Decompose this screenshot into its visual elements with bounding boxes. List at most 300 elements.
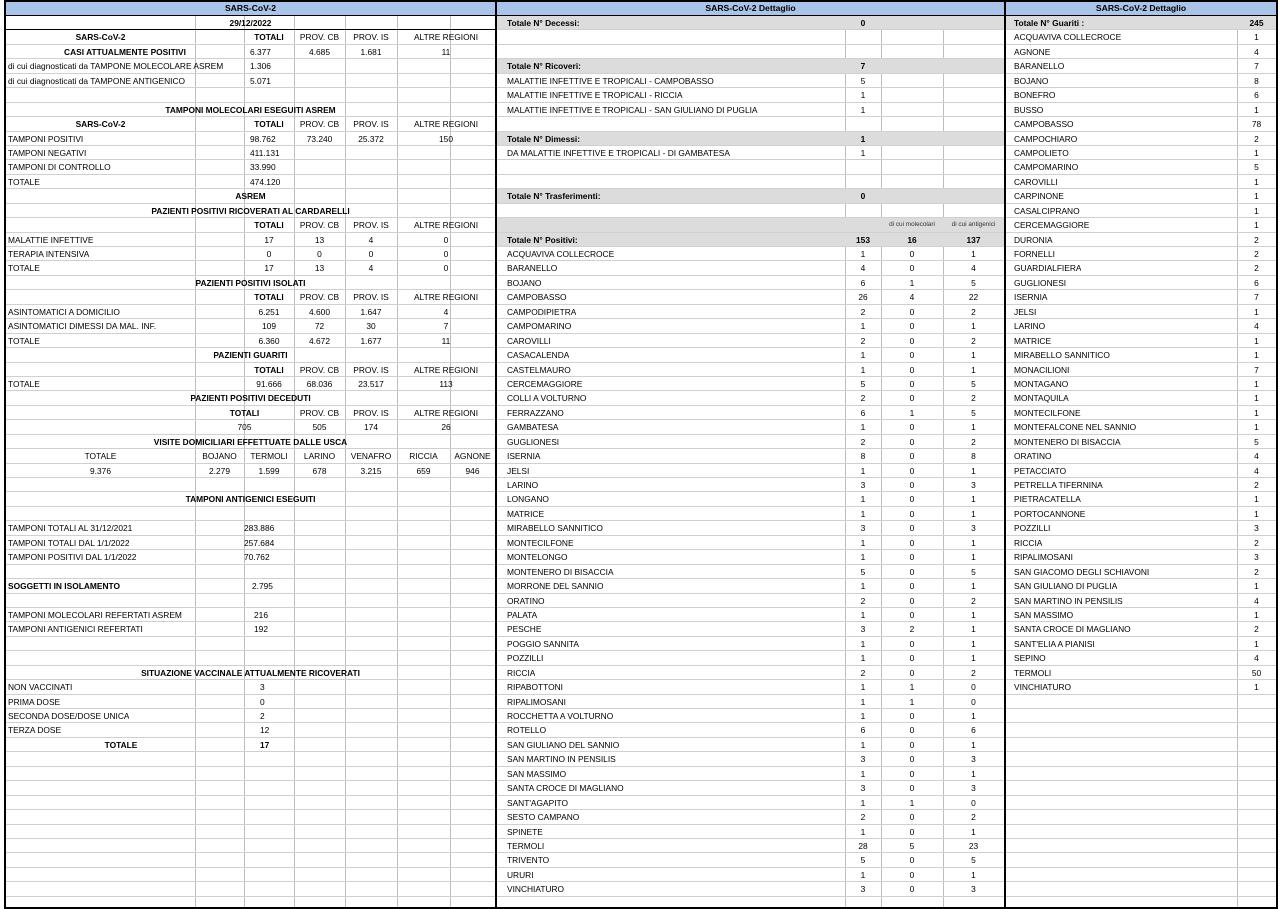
antigenic-value: 3 [971,523,976,534]
detail-panel-title: SARS-CoV-2 Dettaglio [497,2,1004,16]
antigenic-value: 1 [971,869,976,880]
comune-name: RIPALIMOSANI [1014,552,1073,563]
antigenic-value: 1 [971,249,976,259]
ricoveri-row: Totale N° Ricoveri: 7 [497,59,1004,73]
total-value: 2 [860,667,866,678]
comune-name: TERMOLI [1014,667,1052,678]
molecular-value: 0 [909,739,915,750]
table-row [1006,189,1276,203]
molecular-value: 0 [909,754,915,765]
table-row [1006,218,1276,232]
comune-name: BUSSO [1014,104,1044,115]
molecular-value: 2 [909,624,915,635]
total-value: 1 [860,711,866,721]
comune-name: SANTA CROCE DI MAGLIANO [1014,624,1131,635]
guariti-value: 2 [1254,537,1259,548]
total-value: 1 [860,609,866,620]
table-row [497,449,1004,463]
guariti-value: 4 [1254,451,1259,462]
table-row: TAMPONI POSITIVI 98.762 73.240 25.372 150 [6,132,495,146]
section-title: TAMPONI MOLECOLARI ESEGUITI ASREM [165,104,336,115]
table-row [1006,305,1276,319]
comune-name: SAN MARTINO IN PENSILIS [507,754,616,765]
table-row [1006,59,1276,73]
total-value: 5 [860,855,866,866]
total-value: 3 [860,783,866,794]
total-value: 1 [860,364,866,375]
guariti-value: 6 [1254,277,1259,288]
antigenic-value: 1 [971,609,976,620]
comune-name: ACQUAVIVA COLLECROCE [507,249,615,259]
guariti-value: 4 [1254,653,1259,664]
table-row: TAMPONI ANTIGENICI REFERTATI 192 [6,622,495,636]
antigenic-value: 1 [971,494,976,505]
antigenic-value: 2 [971,335,976,346]
comune-name: BOJANO [1014,75,1049,86]
comune-name: RIPABOTTONI [507,682,563,693]
molecular-value: 5 [909,840,915,851]
table-row [497,261,1004,275]
decessi-row: Totale N° Decessi: 0 [497,16,1004,30]
table-row [1006,521,1276,535]
antigenic-value: 8 [971,451,976,462]
table-row: DA MALATTIE INFETTIVE E TROPICALI - DI GAMBATESA 1 [497,146,1004,160]
table-row [497,666,1004,680]
antigenic-value: 5 [971,855,976,866]
antigenic-value: 23 [968,840,979,851]
table-row [1006,348,1276,362]
comune-name: BARANELLO [507,263,558,274]
comune-name: MONTECILFONE [1014,407,1081,418]
comune-name: MATRICE [507,508,545,519]
antigenic-value: 5 [971,378,976,389]
table-header-row: TOTALI PROV. CB PROV. IS ALTRE REGIONI [6,406,495,420]
table-row [497,435,1004,449]
comune-name: MORRONE DEL SANNIO [507,581,604,592]
antigenic-value: 1 [971,653,976,664]
table-row [1006,464,1276,478]
table-row: ASINTOMATICI DIMESSI DA MAL. INF. 109 72 30 7 [6,319,495,333]
total-value: 1 [860,552,866,563]
antigenic-value: 3 [971,480,976,490]
molecular-value: 1 [909,696,915,707]
positivi-total-row: Totale N° Positivi: 153 16 137 [497,233,1004,247]
table-row: TAMPONI TOTALI DAL 1/1/2022 257.684 [6,536,495,550]
table-row [1006,391,1276,405]
summary-panel-title: SARS-CoV-2 [6,2,495,16]
guariti-list [1006,30,1276,896]
report-date: 29/12/2022 [229,18,272,28]
comune-name: ROCCHETTA A VOLTURNO [507,711,614,721]
comune-name: SAN MARTINO IN PENSILIS [1014,595,1123,606]
molecular-value: 1 [909,682,915,693]
comune-name: CAMPOMARINO [507,321,572,332]
antigenic-value: 1 [971,826,976,837]
molecular-value: 0 [909,321,915,332]
table-row: TAMPONI MOLECOLARI REFERTATI ASREM 216 [6,608,495,622]
comune-name: MIRABELLO SANNITICO [1014,350,1110,361]
total-value: 3 [860,523,866,534]
antigenic-value: 2 [971,306,976,317]
comune-name: PORTOCANNONE [1014,508,1086,519]
comune-name: BARANELLO [1014,61,1065,72]
guariti-value: 1 [1254,205,1259,216]
comune-name: JELSI [1014,306,1037,317]
comune-name: VINCHIATURO [507,884,565,895]
table-row [497,565,1004,579]
table-row [1006,363,1276,377]
total-value: 3 [860,624,866,635]
guariti-value: 7 [1254,61,1259,72]
section-title: VISITE DOMICILIARI EFFETTUATE DALLE USCA [153,436,348,447]
table-row: MALATTIE INFETTIVE E TROPICALI - CAMPOBASSO 5 [497,74,1004,88]
guariti-value: 1 [1254,147,1259,158]
comune-name: CERCEMAGGIORE [507,378,583,389]
total-value: 1 [860,321,866,332]
comune-name: SAN GIULIANO DEL SANNIO [507,739,620,750]
comune-name: GAMBATESA [507,422,559,433]
antigenic-value: 1 [971,581,976,592]
antigenic-value: 4 [971,263,976,274]
molecular-value: 0 [909,869,915,880]
total-value: 1 [860,581,866,592]
table-row [1006,420,1276,434]
total-value: 4 [860,263,866,274]
table-row [1006,74,1276,88]
table-row [1006,175,1276,189]
table-row [497,853,1004,867]
comune-name: CAMPOMARINO [1014,162,1079,173]
table-row [497,680,1004,694]
table-row: ASINTOMATICI A DOMICILIO 6.251 4.600 1.647 4 [6,305,495,319]
table-row: TOTALE 17 13 4 0 [6,261,495,275]
molecular-value: 0 [909,725,915,736]
guariti-value: 1 [1254,638,1259,649]
guariti-value: 2 [1254,263,1259,274]
molecular-value: 0 [909,783,915,794]
comune-name: LARINO [1014,321,1046,332]
antigenic-value: 0 [971,797,976,808]
comune-name: GUARDIALFIERA [1014,263,1082,274]
table-row [1006,550,1276,564]
guariti-value: 1 [1254,350,1259,361]
antigenic-value: 0 [971,696,976,707]
comune-name: SAN GIACOMO DEGLI SCHIAVONI [1014,566,1150,577]
table-row: MALATTIE INFETTIVE E TROPICALI - SAN GIULIANO DI PUGLIA 1 [497,103,1004,117]
comune-name: JELSI [507,465,530,476]
molecular-value: 0 [909,508,915,519]
guariti-total-row: Totale N° Guariti : 245 [1006,16,1276,30]
antigenic-value: 5 [971,277,976,288]
comune-name: MONACILIONI [1014,364,1070,375]
table-row [497,752,1004,766]
comune-name: CAMPOCHIARO [1014,133,1078,144]
antigenic-value: 1 [971,508,976,519]
guariti-value: 7 [1254,364,1259,375]
table-header-row: TOTALI PROV. CB PROV. IS ALTRE REGIONI [6,363,495,377]
total-value: 2 [860,306,866,317]
comune-name: ORATINO [507,595,545,606]
molecular-value: 0 [909,393,915,404]
table-row [497,723,1004,737]
table-row [1006,449,1276,463]
guariti-value: 4 [1254,46,1259,57]
table-row [1006,233,1276,247]
guariti-value: 4 [1254,321,1259,332]
total-value: 1 [860,682,866,693]
guariti-value: 2 [1254,234,1259,245]
molecular-value: 0 [909,378,915,389]
guariti-value: 3 [1254,552,1259,563]
table-row [497,868,1004,882]
table-row [1006,377,1276,391]
comune-name: SANT'AGAPITO [507,797,569,808]
comune-name: CAMPOBASSO [1014,119,1074,130]
antigenic-value: 1 [971,422,976,433]
table-row [1006,146,1276,160]
molecular-value: 0 [909,595,915,606]
table-row [497,247,1004,261]
table-row [497,290,1004,304]
total-value: 5 [860,566,866,577]
molecular-value: 0 [909,653,915,664]
total-value: 1 [860,494,866,505]
guariti-value: 2 [1254,249,1259,259]
total-value: 1 [860,249,866,259]
table-row [1006,622,1276,636]
comune-name: CERCEMAGGIORE [1014,220,1090,231]
molecular-value: 0 [909,826,915,837]
table-row [497,651,1004,665]
guariti-value: 7 [1254,292,1259,303]
casi-positivi-row: CASI ATTUALMENTE POSITIVI 6.377 4.685 1.681 11 [6,45,495,59]
dimessi-row: Totale N° Dimessi: 1 [497,132,1004,146]
table-row: TERZA DOSE 12 [6,723,495,737]
total-value: 28 [858,840,868,851]
table-row [497,305,1004,319]
comune-name: ISERNIA [1014,292,1048,303]
antigenic-value: 6 [971,725,976,736]
comune-name: ROTELLO [507,725,547,736]
table-row [497,839,1004,853]
molecular-value: 0 [909,263,915,274]
table-header-row: SARS-CoV-2 TOTALI PROV. CB PROV. IS ALTRE REGIONI [6,117,495,131]
table-row [1006,492,1276,506]
table-row [497,492,1004,506]
table-row: 705 505 174 26 [6,420,495,434]
molecular-value: 0 [909,566,915,577]
molecular-value: 0 [909,335,915,346]
molecular-value: 0 [909,537,915,548]
section-title: PAZIENTI POSITIVI DECEDUTI [190,393,311,404]
table-row [497,637,1004,651]
comune-name: BOJANO [507,277,542,288]
guariti-value: 1 [1254,581,1259,592]
molecular-value: 0 [909,667,915,678]
usca-header-row: TOTALE BOJANO TERMOLI LARINO VENAFRO RICCIA AGNONE [6,449,495,463]
antigenic-value: 22 [968,292,979,303]
guariti-value: 2 [1254,133,1259,144]
molecular-value: 0 [909,812,915,823]
table-row [497,781,1004,795]
guariti-value: 1 [1254,306,1259,317]
usca-values-row: 9.376 2.279 1.599 678 3.215 659 946 [6,464,495,478]
comune-name: COLLI A VOLTURNO [507,393,587,404]
table-row: SOGGETTI IN ISOLAMENTO 2.795 [6,579,495,593]
antigenic-value: 5 [971,407,976,418]
table-row [1006,88,1276,102]
table-row [1006,666,1276,680]
total-value: 6 [860,407,866,418]
comune-name: CAMPODIPIETRA [507,306,577,317]
total-value: 1 [860,350,866,361]
molecular-value: 0 [909,581,915,592]
molecular-value: 0 [909,768,915,779]
total-value: 2 [860,812,866,823]
guariti-value: 2 [1254,566,1259,577]
table-row: TOTALE 6.360 4.672 1.677 11 [6,334,495,348]
table-row [1006,319,1276,333]
guariti-value: 3 [1254,523,1259,534]
table-row: TAMPONI NEGATIVI 411.131 [6,146,495,160]
guariti-value: 1 [1254,191,1259,202]
table-row [1006,132,1276,146]
total-value: 2 [860,436,866,447]
comune-name: RICCIA [507,667,536,678]
total-value: 1 [860,508,866,519]
comune-name: ACQUAVIVA COLLECROCE [1014,32,1122,43]
comune-name: SEPINO [1014,653,1046,664]
table-row [1006,565,1276,579]
molecular-value: 0 [909,451,915,462]
guariti-value: 1 [1254,407,1259,418]
table-row [1006,117,1276,131]
total-value: 1 [860,422,866,433]
comune-name: CAROVILLI [507,335,551,346]
comune-name: CAMPOLIETO [1014,147,1069,158]
total-value: 26 [858,292,868,303]
total-value: 3 [860,884,866,895]
section-title: SITUAZIONE VACCINALE ATTUALMENTE RICOVERATI [141,667,360,678]
guariti-value: 4 [1254,595,1259,606]
guariti-value: 2 [1254,624,1259,635]
antigenic-value: 1 [971,768,976,779]
positivi-subheader-row: di cui molecolari di cui antigenici [497,218,1004,232]
comune-name: MATRICE [1014,335,1052,346]
table-row [497,507,1004,521]
detail-grid [497,16,1004,908]
table-row [1006,536,1276,550]
table-row [497,738,1004,752]
total-value: 2 [860,393,866,404]
comune-name: GUGLIONESI [507,436,560,447]
antigenic-value: 5 [971,566,976,577]
table-row [497,536,1004,550]
comune-name: MONTAQUILA [1014,393,1069,404]
table-row [497,796,1004,810]
molecular-value: 0 [909,855,915,866]
total-value: 1 [860,696,866,707]
comune-name: MONTECILFONE [507,537,574,548]
comune-name: PETACCIATO [1014,465,1067,476]
comune-name: AGNONE [1014,46,1051,57]
guariti-value: 50 [1251,667,1262,678]
molecular-value: 0 [909,306,915,317]
antigenic-value: 1 [971,321,976,332]
table-row [1006,261,1276,275]
antigenic-value: 1 [971,552,976,563]
comune-name: MONTELONGO [507,552,568,563]
table-row [1006,608,1276,622]
comune-name: FERRAZZANO [507,407,564,418]
antigenic-value: 1 [971,624,976,635]
molecular-value: 0 [909,552,915,563]
total-value: 2 [860,595,866,606]
table-row [497,695,1004,709]
total-value: 8 [860,451,866,462]
comune-name: CAROVILLI [1014,176,1058,187]
table-row [1006,290,1276,304]
total-value: 1 [860,739,866,750]
comune-name: CASALCIPRANO [1014,205,1080,216]
antigenic-value: 1 [971,364,976,375]
table-row: TOTALE 17 [6,738,495,752]
antigenic-value: 2 [971,393,976,404]
antigenic-value: 3 [971,783,976,794]
total-value: 2 [860,335,866,346]
molecular-value: 0 [909,465,915,476]
section-title: ASREM [235,191,266,202]
comune-name: PESCHE [507,624,542,635]
comune-name: RIPALIMOSANI [507,696,566,707]
comune-name: LONGANO [507,494,549,505]
total-value: 1 [860,537,866,548]
table-row [497,363,1004,377]
comune-name: SESTO CAMPANO [507,812,580,823]
comune-name: SAN MASSIMO [507,768,567,779]
table-row: TOTALE 91.666 68.036 23.517 113 [6,377,495,391]
antigenic-value: 1 [971,638,976,649]
table-row [497,825,1004,839]
total-value: 1 [860,768,866,779]
table-row: MALATTIE INFETTIVE E TROPICALI - RICCIA 1 [497,88,1004,102]
table-row: TAMPONI DI CONTROLLO 33.990 [6,160,495,174]
table-row: TAMPONI POSITIVI DAL 1/1/2022 70.762 [6,550,495,564]
table-row [497,420,1004,434]
comune-name: FORNELLI [1014,249,1055,259]
table-row [1006,204,1276,218]
table-row [497,608,1004,622]
table-row [1006,435,1276,449]
table-row [1006,334,1276,348]
section-title: PAZIENTI POSITIVI RICOVERATI AL CARDARELLI [151,205,350,216]
table-row [1006,594,1276,608]
antigenic-value: 3 [971,754,976,765]
antigenic-value: 2 [971,436,976,447]
table-row [497,464,1004,478]
total-value: 6 [860,725,866,736]
comune-name: URURI [507,869,534,880]
table-row [1006,160,1276,174]
comune-name: PIETRACATELLA [1014,494,1081,505]
summary-header-row: SARS-CoV-2 TOTALI PROV. CB PROV. IS ALTRE REGIONI [6,30,495,44]
total-value: 3 [860,480,866,490]
molecular-value: 1 [909,277,915,288]
table-header-row: TOTALI PROV. CB PROV. IS ALTRE REGIONI [6,290,495,304]
comune-name: TRIVENTO [507,855,550,866]
table-row [497,377,1004,391]
table-row [1006,651,1276,665]
